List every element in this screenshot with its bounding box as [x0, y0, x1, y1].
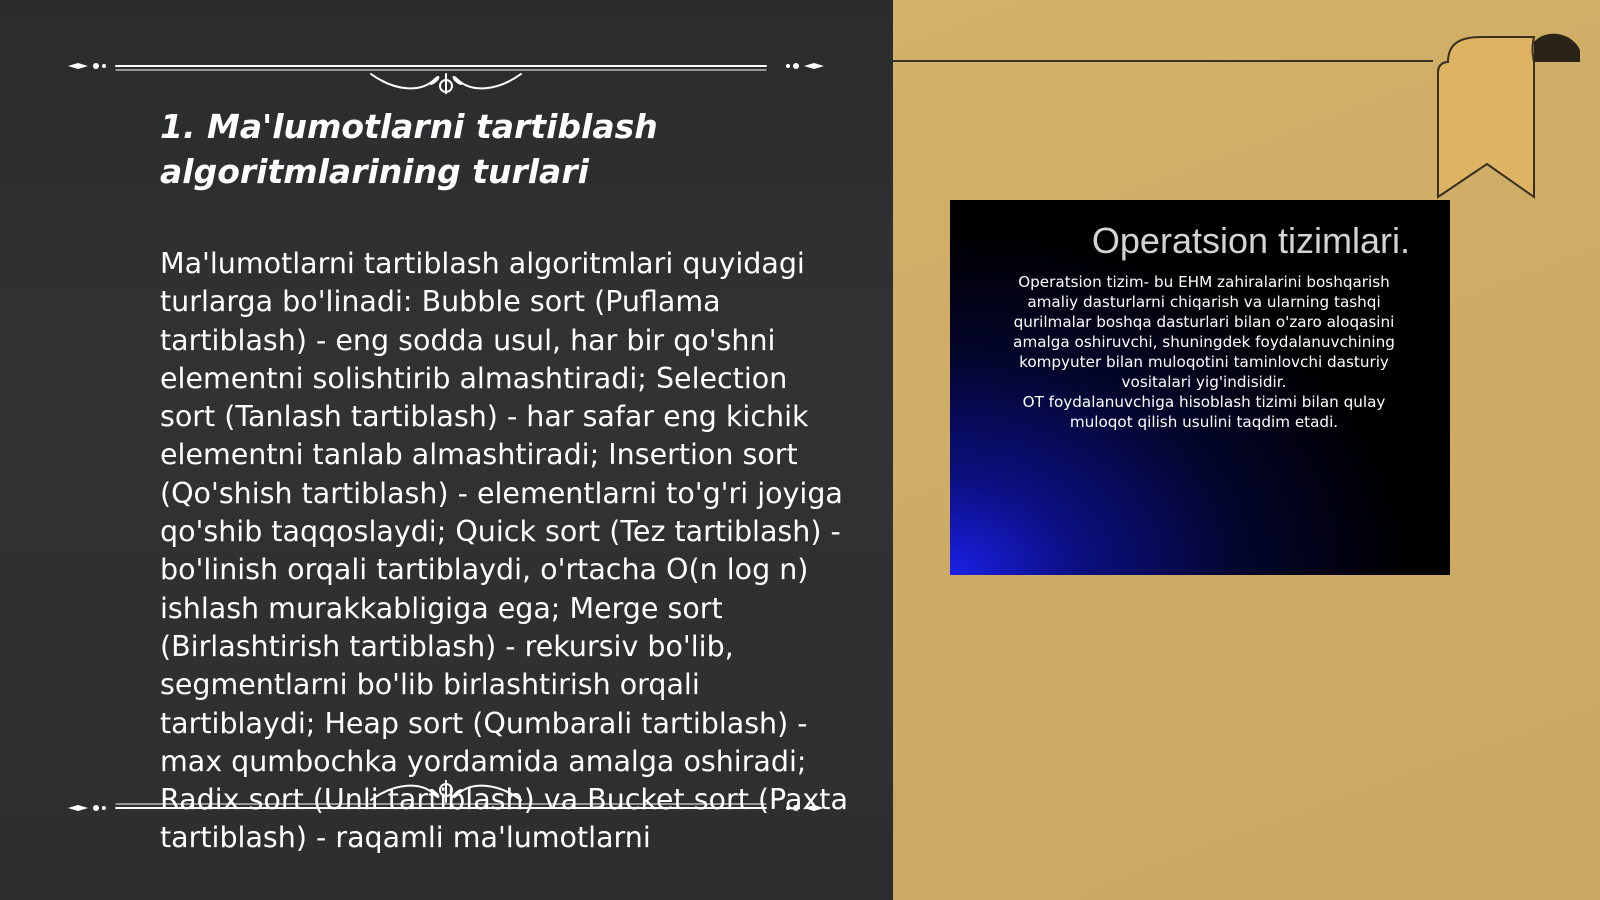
slide-title: 1. Ma'lumotlarni tartiblash algoritmlarining turlari: [160, 107, 658, 191]
top-ornament-divider: [66, 44, 826, 94]
slide-body-text: Ma'lumotlarni tartiblash algoritmlari quyidagi turlarga bo'linadi: Bubble sort (Puflama tartiblash) - eng sodda usul, har bir qo'shni elementni solishtirib almashtiradi; Selection sort (Tanlash tartiblash) - har safar eng kichik elementni tanlab almashtiradi; Insertion sort (Qo'shish tartiblash) - elementlarni to'g'ri joyiga qo'shib taqqoslaydi; Quick sort (Tez tartiblash) - bo'linish orqali tartiblaydi, o'rtacha O(n log n) ishlash murakkabligiga ega; Merge sort (Birlashtirish tartiblash) - rekursiv bo'lib, segmentlarni bo'lib birlashtirish orqali tartiblaydi; Heap sort (Qumbarali tartiblash) - max qumbochka yordamida amalga oshiradi; Radix sort (Unli tartiblash) va Bucket sort (Paxta tartiblash) - raqamli ma'lumotlarni: [160, 247, 848, 855]
embedded-slide-body: [994, 272, 1414, 432]
header-divider-line: [893, 60, 1433, 62]
embedded-slide-paragraph: Operatsion tizim- bu EHM zahiralarini boshqarish amaliy dasturlarni chiqarish va ularning tashqi qurilmalar boshqa dasturlari bilan o'zaro aloqasini amalga oshiruvchi, shuningdek foydalanuvchining kompyuter bilan muloqotini taminlovchi dasturiy vositalari yig'indisidir.: [1013, 273, 1395, 391]
embedded-slide-image: [950, 200, 1450, 575]
bookmark-icon: [1432, 32, 1592, 202]
embedded-slide-title: Operatsion tizimlari.: [1091, 220, 1410, 261]
embedded-slide-paragraph: OT foydalanuvchiga hisoblash tizimi bilan qulay muloqot qilish usulini taqdim etadi.: [1022, 393, 1386, 431]
